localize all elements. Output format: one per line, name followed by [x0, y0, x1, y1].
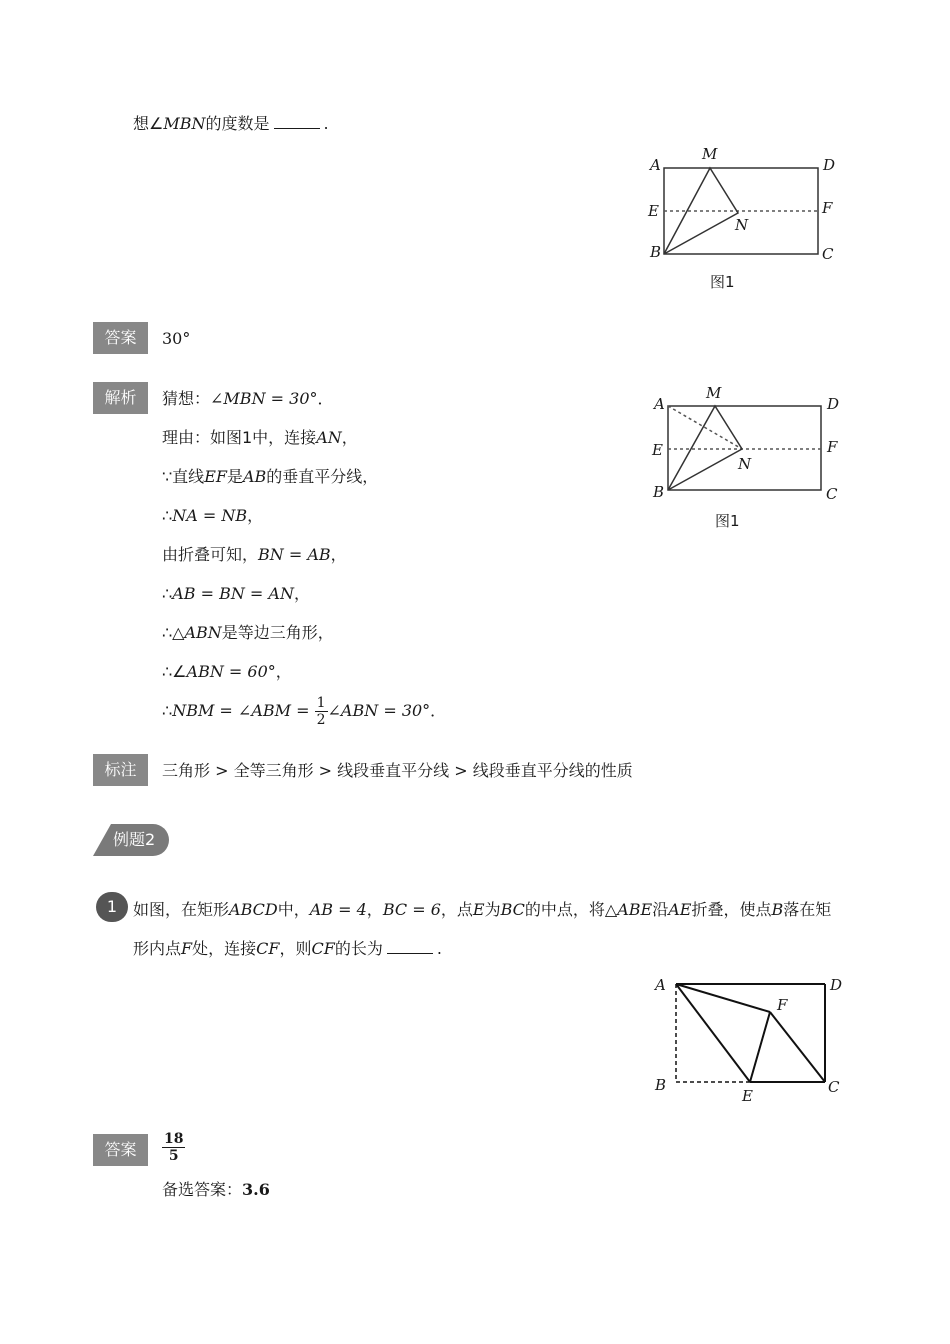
figure-1-diagram	[640, 140, 850, 300]
answer-tag: 答案	[93, 1134, 148, 1166]
figure-1-analysis-diagram	[640, 380, 855, 540]
figure-caption: 图1	[710, 273, 735, 291]
label-C: C	[826, 485, 838, 503]
analysis-line-2: 理由：如图1中，连接AN，	[162, 428, 358, 447]
label-F: F	[822, 199, 833, 217]
label-N: N	[738, 455, 752, 473]
label-A: A	[650, 156, 661, 174]
analysis-line-9: ∴NBM = ∠ABM = $\frac{1}{2}$ ∠ABN = 30°．	[162, 695, 447, 728]
answer-tag: 答案	[93, 322, 148, 354]
label-A: A	[654, 395, 665, 413]
alternate-answer: 备选答案：3.6	[162, 1180, 270, 1199]
label-M: M	[702, 145, 718, 163]
analysis-line-1: 猜想：∠MBN = 30°．	[162, 389, 334, 408]
question-number-badge: 1	[96, 892, 128, 922]
label-B: B	[655, 1076, 667, 1094]
label-B: B	[653, 483, 665, 501]
figure-2-diagram	[645, 970, 855, 1110]
label-E: E	[648, 202, 659, 220]
figure-caption: 图1	[715, 512, 740, 530]
tags-tag: 标注	[93, 754, 148, 786]
label-N: N	[735, 216, 749, 234]
label-D: D	[830, 976, 843, 994]
analysis-line-6: ∴AB = BN = AN，	[162, 584, 310, 603]
analysis-line-3: ∵直线EF是AB的垂直平分线，	[162, 467, 379, 486]
label-E: E	[652, 441, 663, 459]
analysis-line-7: ∴△ABN是等边三角形，	[162, 623, 334, 642]
analysis-tag: 解析	[93, 382, 148, 414]
question2-line-1: 如图，在矩形ABCD中，AB = 4，BC = 6，点E为BC的中点，将△ABE沿AE折叠，使点B落在矩	[133, 900, 832, 919]
label-F: F	[827, 438, 838, 456]
analysis-line-5: 由折叠可知，BN = AB，	[162, 545, 347, 564]
answer-blank	[274, 114, 320, 129]
label-B: B	[650, 243, 662, 261]
example-label: 例题2	[93, 824, 169, 856]
answer-blank	[387, 939, 433, 954]
label-D: D	[827, 395, 840, 413]
question2-line-2: 形内点F处，连接CF，则CF的长为 .	[133, 939, 442, 958]
label-D: D	[823, 156, 836, 174]
label-C: C	[828, 1078, 840, 1096]
label-C: C	[822, 245, 834, 263]
answer-fraction: $\frac{18}{5}$	[164, 1131, 184, 1164]
label-F: F	[777, 996, 788, 1014]
label-M: M	[706, 384, 722, 402]
label-E: E	[742, 1087, 753, 1105]
question1-text: 想∠MBN的度数是 .	[133, 114, 329, 133]
answer-value: 30°	[162, 329, 191, 348]
label-A: A	[655, 976, 666, 994]
analysis-line-8: ∴∠ABN = 60°，	[162, 662, 292, 681]
knowledge-path: 三角形 > 全等三角形 > 线段垂直平分线 > 线段垂直平分线的性质	[162, 761, 633, 780]
fraction-half: $\frac{1}{2}$	[316, 695, 326, 728]
analysis-line-4: ∴NA = NB，	[162, 506, 264, 525]
